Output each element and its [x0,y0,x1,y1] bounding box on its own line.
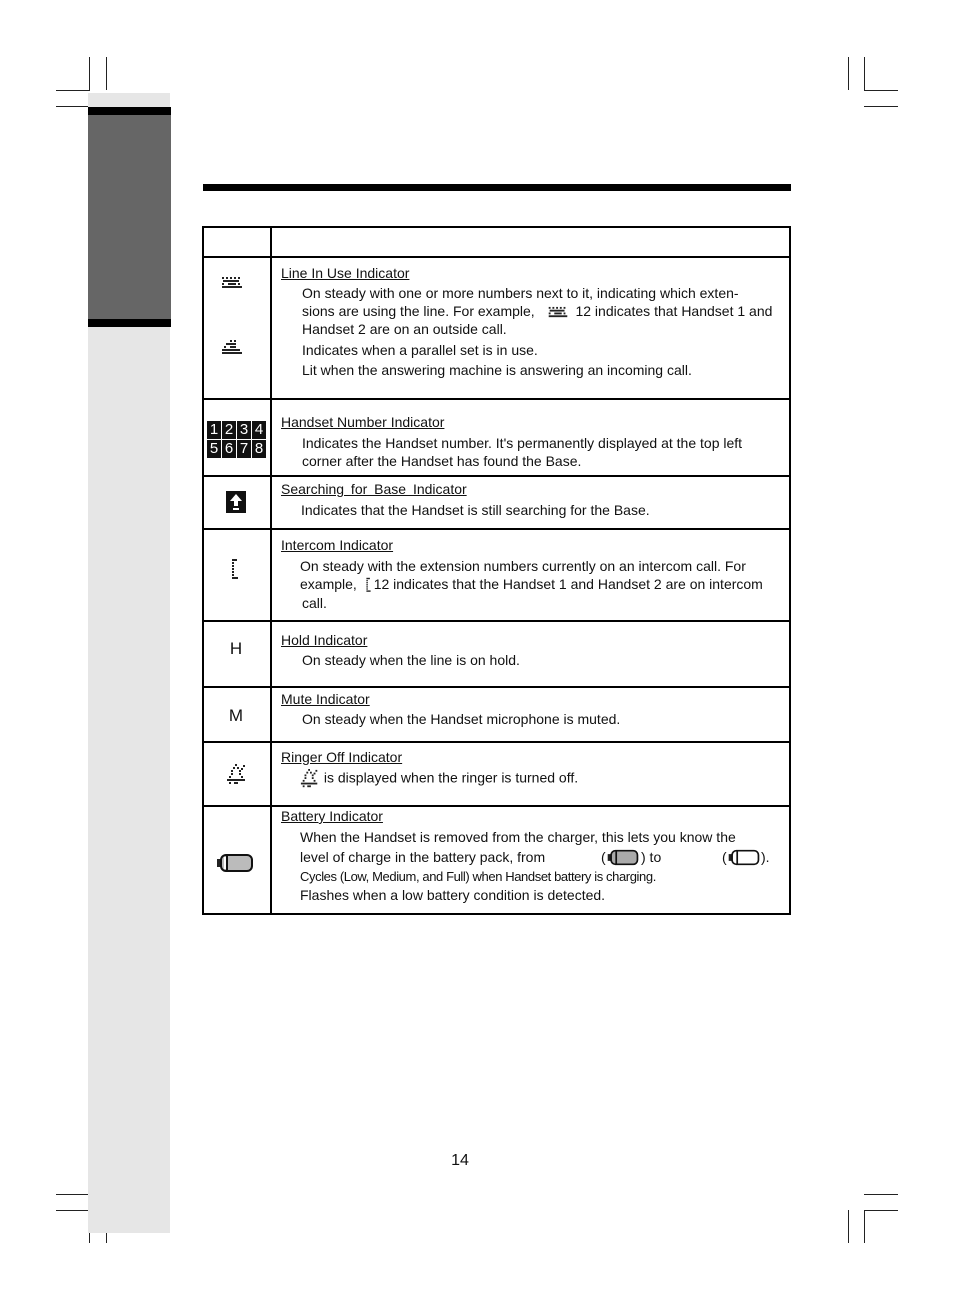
row-description [300,768,785,790]
row-description [300,557,788,612]
desc-line: ). [761,849,770,865]
column-divider [270,226,272,915]
handset-digit: 3 [237,421,251,439]
crop-mark [56,1194,90,1195]
desc-line: example, [300,576,357,592]
crop-mark [864,57,865,90]
row-divider [202,620,791,622]
crop-mark [864,90,898,91]
desc-line [302,302,787,320]
line-in-use-icon [547,306,569,319]
desc-line: On steady when the Handset microphone is muted. [302,711,621,727]
desc-line [300,575,788,594]
row-description [302,434,787,470]
desc-line: ( [722,849,727,865]
desc-line: When the Handset is removed from the charger, this lets you know the [300,829,736,845]
handset-number-icon [207,421,267,458]
row-description [302,710,787,728]
mute-symbol: M [228,706,244,725]
desc-line: corner after the Handset has found the Base. [302,453,582,469]
row-description [300,828,788,904]
crop-mark [864,1210,898,1211]
hold-symbol: H [229,639,243,658]
desc-line: level of charge in the battery pack, from [300,849,546,865]
row-title: Battery Indicator [281,808,383,824]
crop-mark [848,57,849,90]
desc-line [300,848,788,868]
row-divider [202,475,791,477]
desc-line: ( [601,849,606,865]
desc-line [300,768,785,790]
row-title: Ringer Off Indicator [281,749,403,765]
header-rule [203,184,791,191]
handset-digit: 7 [237,440,251,458]
row-divider [202,686,791,688]
handset-digit: 1 [207,421,221,439]
row-title: Mute Indicator [281,691,370,707]
battery-icon [216,853,254,873]
crop-mark [864,1194,898,1195]
handset-digit: 4 [252,421,266,439]
desc-line: 12 indicates that Handset 1 and [575,303,773,319]
desc-line: On steady with one or more numbers next to it, indicating which exten- [302,285,739,301]
row-title: Line In Use Indicator [281,265,410,281]
handset-digit: 6 [222,440,236,458]
desc-line: Handset 2 are on an outside call. [302,321,507,337]
row-title: Intercom Indicator [281,537,394,553]
parallel-set-icon [221,339,243,355]
row-divider [202,256,791,258]
page-number: 14 [451,1152,469,1169]
battery-empty-icon [727,849,761,866]
row-divider [202,398,791,400]
line-in-use-icon [221,276,243,290]
handset-digit: 8 [252,440,266,458]
desc-line: Indicates the Handset number. It's permanently displayed at the top left [302,435,743,451]
row-description [302,284,787,379]
battery-full-icon [606,849,640,866]
section-tab [88,107,171,327]
row-description [301,501,786,519]
ringer-off-icon [226,763,248,787]
row-description [302,651,787,669]
handset-digit: 5 [207,440,221,458]
desc-line: Indicates that the Handset is still searching for the Base. [301,502,650,518]
desc-line: On steady when the line is on hold. [302,652,520,668]
desc-line: Flashes when a low battery condition is detected. [300,887,606,903]
crop-mark [864,106,898,107]
handset-digit: 2 [222,421,236,439]
row-title: Hold Indicator [281,632,368,648]
row-title: Handset Number Indicator [281,414,445,430]
ringer-off-icon [300,768,320,790]
row-divider [202,528,791,530]
desc-line: Lit when the answering machine is answering an incoming call. [302,362,692,378]
intercom-icon [365,577,372,594]
crop-mark [56,106,90,107]
desc-line: 12 indicates that the Handset 1 and Handset 2 are on intercom [373,576,763,592]
crop-mark [89,57,90,90]
desc-line: is displayed when the ringer is turned off. [323,769,579,786]
desc-line: Indicates when a parallel set is in use. [302,342,538,358]
desc-line: Cycles (Low, Medium, and Full) when Handset battery is charging. [300,869,656,884]
desc-line: call. [302,594,327,611]
row-divider [202,741,791,743]
desc-line: On steady with the extension numbers currently on an intercom call. For [300,558,746,574]
crop-mark [864,1210,865,1243]
desc-line: ) to [641,849,662,865]
searching-base-icon [226,491,246,513]
crop-mark [56,1210,90,1211]
crop-mark [106,57,107,90]
row-title: Searching for Base Indicator [281,481,467,497]
crop-mark [848,1210,849,1243]
crop-mark [56,90,90,91]
intercom-icon [230,558,240,582]
desc-line: sions are using the line. For example, [302,303,535,319]
